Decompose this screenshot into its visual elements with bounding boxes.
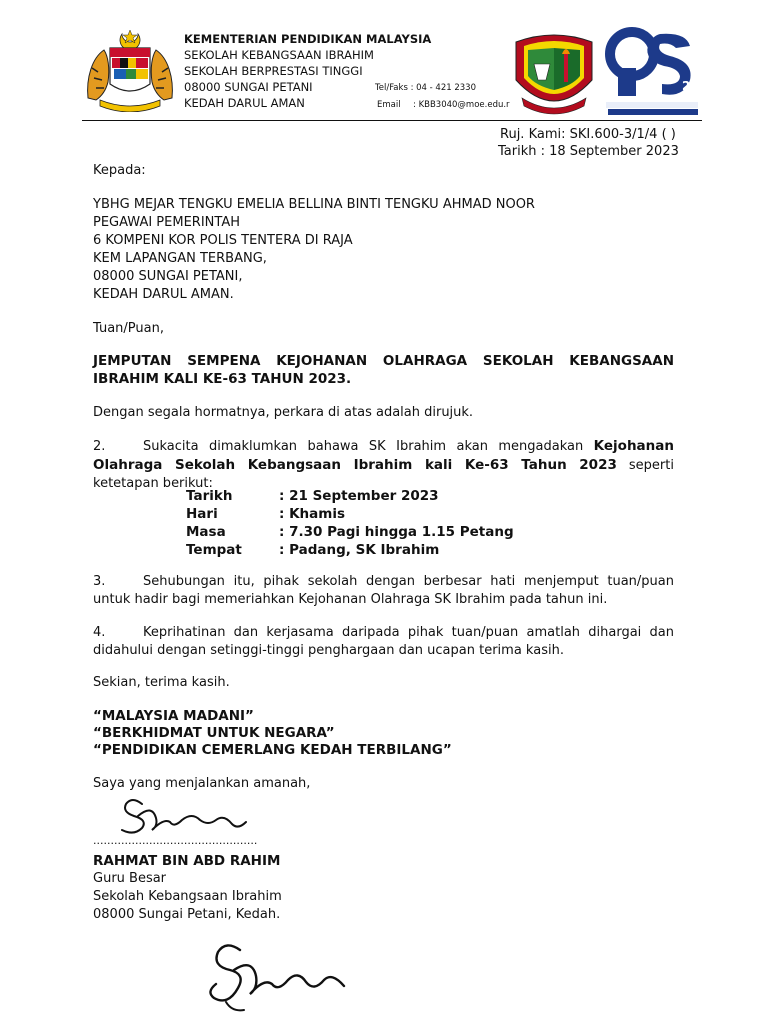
recipient-line: YBHG MEJAR TENGKU EMELIA BELLINA BINTI TENGKU AHMAD NOOR <box>93 197 535 212</box>
logo-number: 25 <box>682 79 699 93</box>
handwritten-signature <box>196 940 352 1020</box>
recipient-line: 6 KOMPENI KOR POLIS TENTERA DI RAJA <box>93 233 353 248</box>
paragraph-3: 3. Sehubungan itu, pihak sekolah dengan berbesar hati menjemput tuan/puan untuk hadir bagi memeriahkan Kejohanan Olahraga SK Ibrahim pada tahun ini. <box>93 574 674 607</box>
kepada-label: Kepada: <box>93 163 146 178</box>
signer-address: 08000 Sungai Petani, Kedah. <box>93 907 281 922</box>
telephone-fax: Tel/Faks : 04 - 421 2330 <box>375 83 476 93</box>
school-tagline: SEKOLAH BERPRESTASI TINGGI <box>184 64 363 78</box>
paragraph-number: 3. <box>93 574 106 589</box>
paragraph-2 <box>93 437 674 493</box>
signer-title: Guru Besar <box>93 871 167 886</box>
header-divider <box>82 120 702 121</box>
school-name: SEKOLAH KEBANGSAAN IBRAHIM <box>184 48 374 62</box>
malaysia-coat-of-arms-logo <box>82 28 178 112</box>
school-state: KEDAH DARUL AMAN <box>184 96 305 110</box>
event-row-day: Hari : Khamis <box>186 506 346 522</box>
paragraph-number: 2. <box>93 439 106 454</box>
event-row-venue: Tempat : Padang, SK Ibrahim <box>186 542 440 558</box>
motto-line: “MALAYSIA MADANI” <box>93 708 254 724</box>
closing: Sekian, terima kasih. <box>93 675 230 690</box>
transformasi-sekolah-2025-logo <box>604 24 700 116</box>
motto-line: “BERKHIDMAT UNTUK NEGARA” <box>93 725 335 741</box>
letter-date: Tarikh : 18 September 2023 <box>498 144 679 159</box>
paragraph-2-tail: seperti ketetapan berikut: <box>93 458 674 491</box>
paragraph-4: 4. Keprihatinan dan kerjasama daripada pihak tuan/puan amatlah dihargai dan didahului dengan setinggi-tinggi penghargaan dan ucapan terima kasih. <box>93 625 674 658</box>
paragraph-number: 4. <box>93 625 106 640</box>
motto-line: “PENDIDIKAN CEMERLANG KEDAH TERBILANG” <box>93 742 452 758</box>
event-row-time: Masa : 7.30 Pagi hingga 1.15 Petang <box>186 524 514 540</box>
school-postcode: 08000 SUNGAI PETANI <box>184 80 313 94</box>
amanah-line: Saya yang menjalankan amanah, <box>93 776 311 791</box>
event-name: Kejohanan Olahraga Sekolah Kebangsaan Ibrahim kali Ke-63 Tahun 2023 <box>93 438 674 473</box>
ministry-name: KEMENTERIAN PENDIDIKAN MALAYSIA <box>184 32 432 46</box>
recipient-line: PEGAWAI PEMERINTAH <box>93 215 240 230</box>
letter-subject: JEMPUTAN SEMPENA KEJOHANAN OLAHRAGA SEKOLAH KEBANGSAAN IBRAHIM KALI KE-63 TAHUN 2023. <box>93 353 674 387</box>
paragraph-2-text: Sukacita dimaklumkan bahawa SK Ibrahim akan mengadakan <box>143 439 594 454</box>
reference-number: Ruj. Kami: SKI.600-3/1/4 ( ) <box>500 127 676 142</box>
letterhead <box>184 31 431 111</box>
signature-dots: ............................................... <box>93 834 258 847</box>
signer-name: RAHMAT BIN ABD RAHIM <box>93 853 281 869</box>
salutation: Tuan/Puan, <box>93 321 164 336</box>
email-value: : KBB3040@moe.edu.r <box>413 100 510 110</box>
event-row-date: Tarikh : 21 September 2023 <box>186 488 439 504</box>
paragraph-1: Dengan segala hormatnya, perkara di atas adalah dirujuk. <box>93 405 474 420</box>
recipient-line: 08000 SUNGAI PETANI, <box>93 269 243 284</box>
school-crest-logo <box>512 24 596 118</box>
email-label: Email <box>377 100 401 110</box>
signer-organization: Sekolah Kebangsaan Ibrahim <box>93 889 282 904</box>
recipient-line: KEDAH DARUL AMAN. <box>93 287 234 302</box>
recipient-line: KEM LAPANGAN TERBANG, <box>93 251 267 266</box>
